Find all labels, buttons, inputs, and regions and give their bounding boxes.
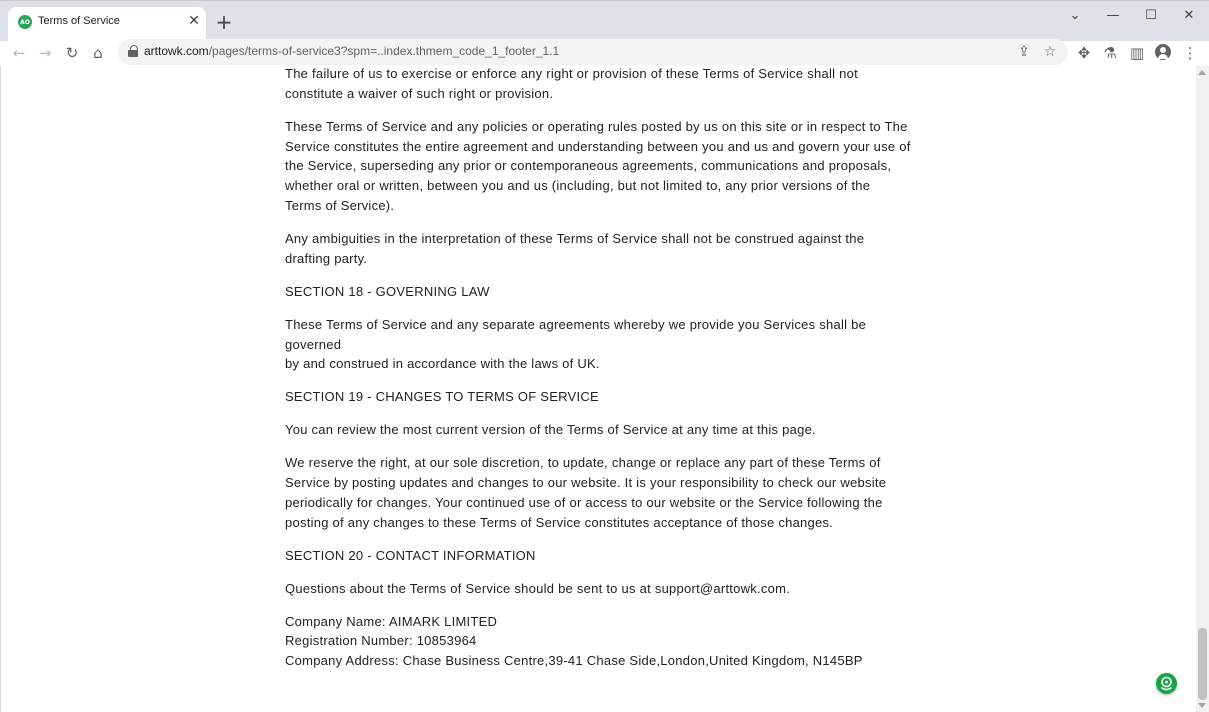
menu-kebab-icon[interactable]: ⋮: [1182, 44, 1198, 62]
profile-avatar-icon[interactable]: [1155, 44, 1171, 60]
reload-icon[interactable]: ↻: [65, 44, 79, 62]
registration-number: Registration Number: 10853964: [285, 633, 477, 649]
section-20-heading: SECTION 20 - CONTACT INFORMATION: [285, 547, 536, 563]
chat-bubble-icon[interactable]: [1156, 673, 1177, 694]
company-name: Company Name: AIMARK LIMITED: [285, 613, 498, 629]
address-bar[interactable]: [118, 39, 1068, 65]
bookmark-star-icon[interactable]: ☆: [1043, 44, 1057, 60]
url-text[interactable]: arttowk.com/pages/terms-of-service3?spm=..index.thmem_code_1_footer_1.1: [144, 44, 560, 58]
tab-strip: [0, 0, 1209, 41]
page-viewport: [0, 66, 1196, 712]
scroll-down-arrow-icon[interactable]: [1198, 703, 1206, 708]
labs-flask-icon[interactable]: ⚗: [1103, 44, 1117, 62]
paragraph-entire-agreement: These Terms of Service and any policies or operating rules posted by us on this site or in respect to The Service constitutes the entire agreement and understanding between you and us and govern your use of the Service, superseding any prior or contemporaneous agreements, communications and proposals, whether oral or written, between you and us (including, but not limited to, any prior versions of the Terms of Service).: [285, 118, 911, 213]
browser-toolbar: [0, 41, 1209, 65]
page-scrollbar[interactable]: [1196, 66, 1209, 712]
share-icon[interactable]: ⇪: [1018, 44, 1030, 60]
section-18-heading: SECTION 18 - GOVERNING LAW: [285, 283, 490, 299]
minimize-icon[interactable]: —: [1106, 8, 1120, 23]
chat-glyph-icon: [1156, 673, 1177, 694]
lock-icon[interactable]: [128, 45, 138, 57]
home-icon[interactable]: ⌂: [93, 44, 103, 62]
tab-search-chevron-icon[interactable]: ⌄: [1069, 8, 1081, 23]
side-panel-icon[interactable]: ▥: [1129, 44, 1145, 62]
section-19-heading: SECTION 19 - CHANGES TO TERMS OF SERVICE: [285, 389, 599, 405]
company-address: Company Address: Chase Business Centre,39-41 Chase Side,London,United Kingdom, N145BP: [285, 653, 863, 669]
back-icon[interactable]: ←: [12, 44, 26, 62]
new-tab-icon[interactable]: +: [215, 10, 233, 34]
scroll-up-arrow-icon[interactable]: [1198, 70, 1206, 75]
paragraph-contact: Questions about the Terms of Service should be sent to us at support@arttowk.com.: [285, 580, 791, 596]
scroll-thumb[interactable]: [1198, 628, 1207, 700]
close-window-icon[interactable]: ✕: [1183, 8, 1195, 23]
maximize-icon[interactable]: ☐: [1145, 8, 1157, 23]
forward-icon[interactable]: →: [38, 44, 52, 62]
company-info: [285, 612, 915, 671]
paragraph-governing-law: These Terms of Service and any separate agreements whereby we provide you Services shall be governed by and construed in accordance with the laws of UK.: [285, 316, 867, 372]
paragraph-ambiguities: Any ambiguities in the interpretation of these Terms of Service shall not be construed against the drafting party.: [285, 230, 865, 266]
paragraph-waiver: The failure of us to exercise or enforce any right or provision of these Terms of Service shall not constitute a waiver of such right or provision.: [285, 66, 858, 101]
paragraph-review: You can review the most current version of the Terms of Service at any time at this page.: [285, 422, 816, 438]
extensions-icon[interactable]: ✥: [1077, 44, 1091, 62]
favicon-icon: AO: [18, 15, 32, 29]
tab-terms-of-service[interactable]: [8, 7, 206, 42]
paragraph-changes: We reserve the right, at our sole discretion, to update, change or replace any part of these Terms of Service by posting updates and changes to our website. It is your responsibility to check our website periodically for changes. Your continued use of or access to our website or the Service following the posting of any changes to these Terms of Service constitutes acceptance of those changes.: [285, 455, 887, 530]
close-tab-icon[interactable]: ✕: [188, 13, 200, 29]
tab-title: Terms of Service: [38, 15, 120, 27]
terms-document: [285, 66, 915, 684]
